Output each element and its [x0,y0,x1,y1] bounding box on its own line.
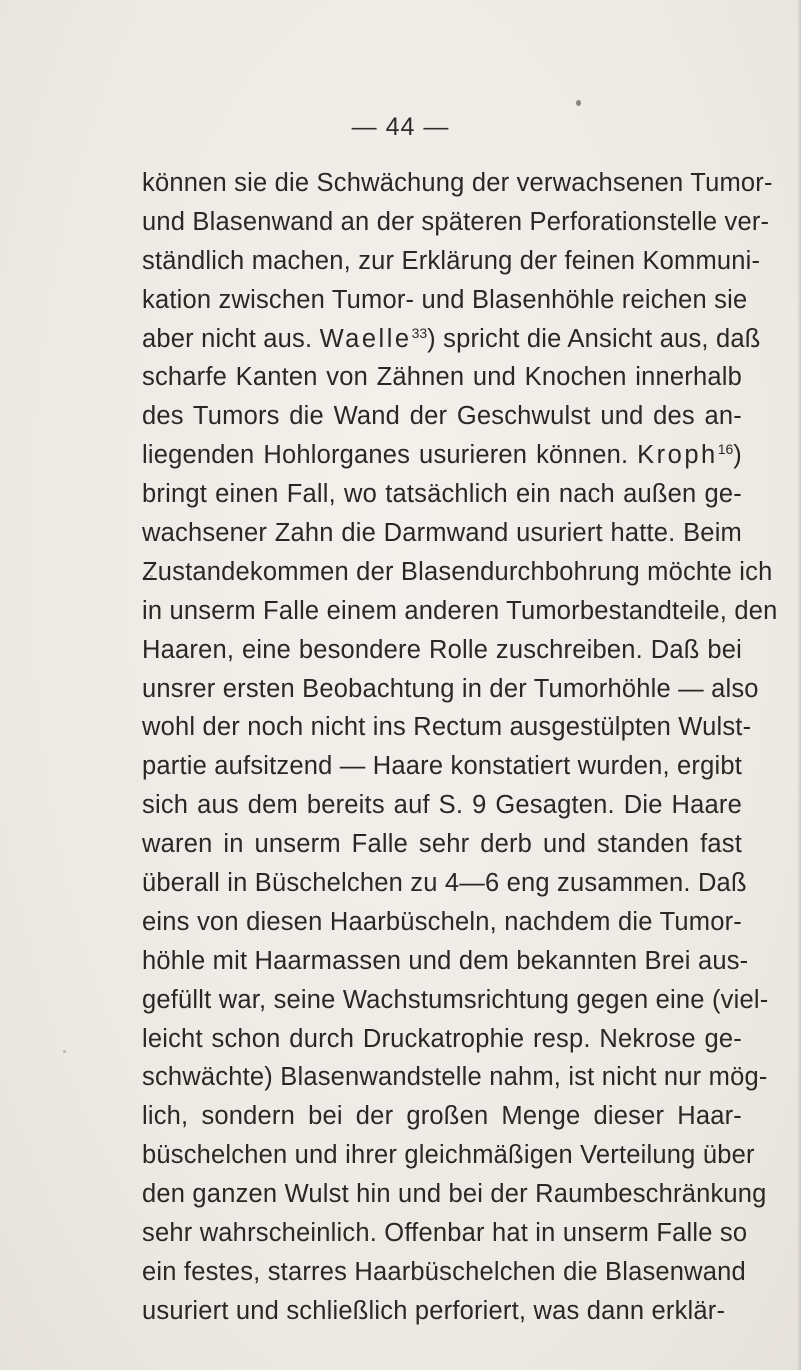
text-line-content: des Tumors die Wand der Geschwulst und des an- [142,402,742,431]
text-line-content: büschelchen und ihrer gleichmäßigen Verteilung über [142,1141,755,1170]
text-line [142,514,742,553]
text-line-content: gefüllt war, seine Wachstumsrichtung gegen eine (viel- [142,985,769,1014]
text-line-content: scharfe Kanten von Zähnen und Knochen innerhalb [142,363,742,392]
text-line-content: aber nicht aus. [142,324,320,353]
page-number: — 44 — [351,113,450,141]
author-name: Waelle [319,324,412,353]
text-line [142,475,742,514]
text-line [142,242,761,281]
speck-mark [63,1050,66,1053]
text-line-content: wachsener Zahn die Darmwand usuriert hatte. Beim [142,519,742,548]
text-line-content: lich, sondern bei der großen Menge dieser Haar- [142,1102,742,1131]
text-line [142,670,759,709]
text-line-content: wohl der noch nicht ins Rectum ausgestülpten Wulst- [142,713,752,742]
text-line-content: partie aufsitzend — Haare konstatiert wurden, ergibt [142,752,743,781]
text-line-content: bringt einen Fall, wo tatsächlich ein nach außen ge- [142,480,742,509]
text-line [142,1253,746,1292]
text-line [142,358,742,397]
text-line [142,981,769,1020]
speck-mark [576,100,581,106]
text-line-content: Zustandekommen der Blasendurchbohrung möchte ich [142,557,773,586]
text-line-content: unsrer ersten Beobachtung in der Tumorhöhle — also [142,674,759,703]
text-line-content: kation zwischen Tumor- und Blasenhöhle reichen sie [142,285,748,314]
text-line-content: ständlich machen, zur Erklärung der feinen Kommuni- [142,246,761,275]
text-line-content: sich aus dem bereits auf S. 9 Gesagten. Die Haare [142,791,742,820]
text-line-content: waren in unserm Falle sehr derb und standen fast [142,830,742,859]
text-line-content: in unserm Falle einem anderen Tumorbestandteile, den [142,596,778,625]
text-line-rest: ) spricht die Ansicht aus, daß [427,324,761,353]
text-line-content: können sie die Schwächung der verwachsenen Tumor- [142,169,773,197]
text-line [142,320,761,359]
text-line [142,592,778,631]
footnote-reference: 33 [411,324,428,341]
text-line [142,786,742,825]
text-line-content: überall in Büschelchen zu 4—6 eng zusammen. Daß [142,869,747,898]
text-line [142,747,742,786]
text-line-content: schwächte) Blasenwandstelle nahm, ist nicht nur mög- [142,1063,768,1092]
text-line [142,281,748,320]
text-line [142,1136,755,1175]
text-line [142,1214,748,1253]
text-line [142,1175,767,1214]
text-line-content: usuriert und schließlich perforiert, was dann erklär- [142,1296,726,1325]
text-line-rest: ) [733,441,742,470]
text-line [142,1058,768,1097]
footnote-reference: 16 [717,441,734,458]
text-line [142,436,742,475]
text-line [142,942,749,981]
author-name: Kroph [637,441,718,470]
text-line [142,203,770,242]
text-line-content: leicht schon durch Druckatrophie resp. Nekrose ge- [142,1024,742,1053]
text-line [142,164,773,203]
text-line [142,903,742,942]
text-line [142,825,742,864]
text-line [142,1020,742,1059]
text-line-content: eins von diesen Haarbüscheln, nachdem die Tumor- [142,907,742,936]
text-line-content: und Blasenwand an der späteren Perforationstelle ver- [142,207,770,236]
text-line [142,864,747,903]
body-text [142,164,778,1331]
text-line [142,1097,742,1136]
text-line [142,631,742,670]
text-line-content: höhle mit Haarmassen und dem bekannten Brei aus- [142,946,749,975]
text-line [142,397,742,436]
text-line [142,708,752,747]
text-line-content: liegenden Hohlorganes usurieren können. [142,441,638,470]
text-line-content: Haaren, eine besondere Rolle zuschreiben. Daß bei [142,635,742,664]
page-edge-shadow [797,0,801,1370]
text-line-content: sehr wahrscheinlich. Offenbar hat in unserm Falle so [142,1219,748,1248]
text-line-content: ein festes, starres Haarbüschelchen die Blasenwand [142,1257,746,1286]
text-line [142,1292,742,1331]
text-line [142,553,773,592]
text-line-content: den ganzen Wulst hin und bei der Raumbeschränkung [142,1180,767,1209]
